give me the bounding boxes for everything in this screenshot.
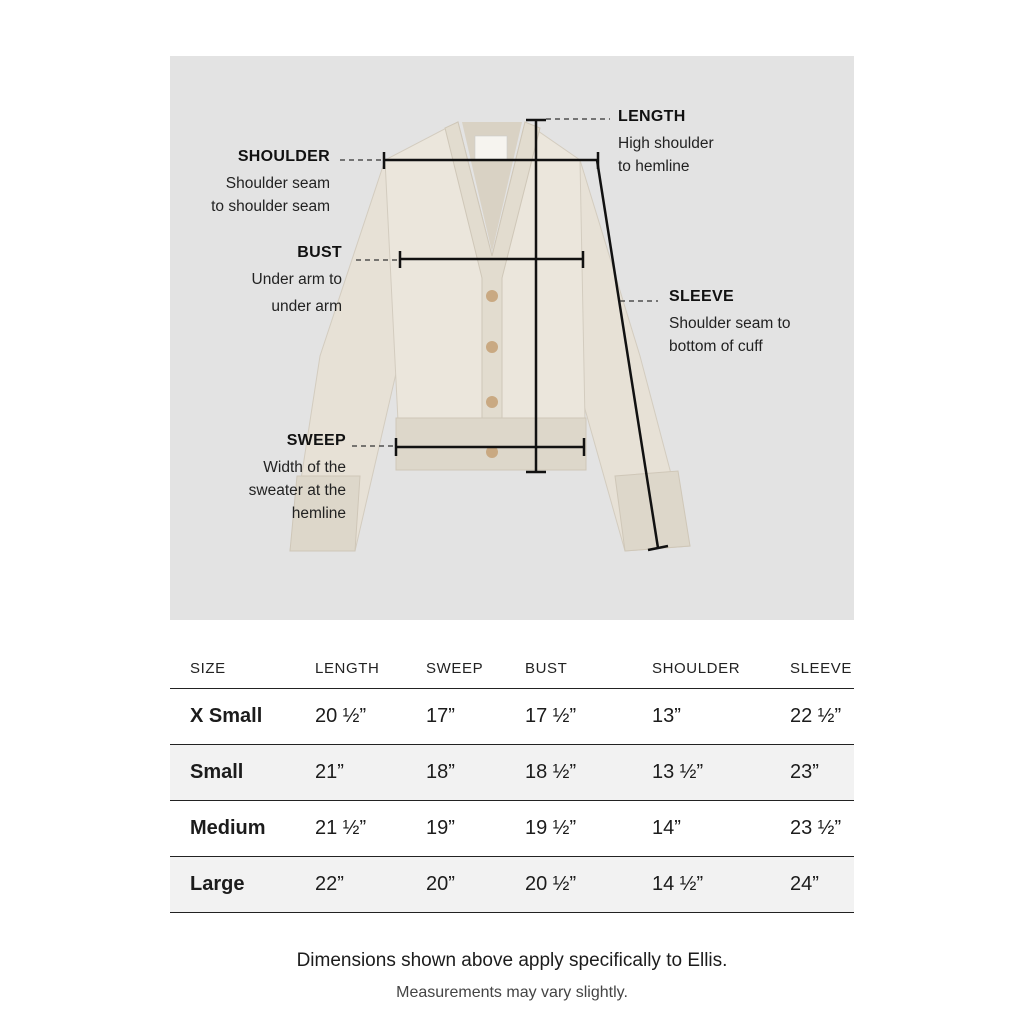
table-cell: 17 ½” bbox=[525, 689, 652, 745]
footnote-secondary: Measurements may vary slightly. bbox=[396, 984, 628, 1001]
length-callout bbox=[618, 108, 714, 178]
col-header: SWEEP bbox=[426, 648, 525, 689]
shoulder-title: SHOULDER bbox=[237, 148, 330, 165]
col-header: BUST bbox=[525, 648, 652, 689]
table-cell: 13 ½” bbox=[652, 745, 790, 801]
table-cell: 20 ½” bbox=[315, 689, 426, 745]
shoulder-desc: to shoulder seam bbox=[211, 198, 330, 215]
size-cell: Medium bbox=[190, 801, 315, 857]
size-cell: Small bbox=[190, 745, 315, 801]
sweep-desc: Width of the bbox=[263, 459, 346, 476]
table-cell: 20 ½” bbox=[525, 857, 652, 913]
bust-desc: under arm bbox=[271, 298, 342, 315]
sweep-desc: hemline bbox=[291, 505, 346, 522]
table-header-row bbox=[170, 648, 854, 689]
table-cell: 19” bbox=[426, 801, 525, 857]
neck-label bbox=[475, 136, 507, 160]
col-header: SHOULDER bbox=[652, 648, 790, 689]
table-cell: 24” bbox=[790, 857, 854, 913]
table-cell: 19 ½” bbox=[525, 801, 652, 857]
table-cell: 22 ½” bbox=[790, 689, 854, 745]
table-cell: 18 ½” bbox=[525, 745, 652, 801]
sweep-callout bbox=[249, 432, 346, 525]
table-cell: 13” bbox=[652, 689, 790, 745]
table-cell: 18” bbox=[426, 745, 525, 801]
bust-callout bbox=[252, 244, 342, 318]
table-row bbox=[170, 745, 854, 801]
button bbox=[486, 396, 498, 408]
col-header: LENGTH bbox=[315, 648, 426, 689]
sleeve-callout bbox=[669, 288, 791, 358]
button bbox=[486, 341, 498, 353]
table-cell: 14 ½” bbox=[652, 857, 790, 913]
table-cell: 22” bbox=[315, 857, 426, 913]
length-title: LENGTH bbox=[618, 108, 686, 125]
footnote-primary: Dimensions shown above apply specifically to Ellis. bbox=[296, 950, 728, 971]
length-desc: High shoulder bbox=[618, 135, 714, 152]
bust-desc: Under arm to bbox=[251, 271, 342, 288]
shoulder-callout bbox=[211, 148, 330, 218]
table-cell: 17” bbox=[426, 689, 525, 745]
button bbox=[486, 290, 498, 302]
bust-title: BUST bbox=[297, 244, 342, 261]
table-cell: 23” bbox=[790, 745, 854, 801]
sleeve-desc: bottom of cuff bbox=[669, 338, 763, 355]
size-cell: X Small bbox=[190, 689, 315, 745]
hem-rib bbox=[396, 418, 586, 470]
table-row bbox=[170, 801, 854, 857]
size-chart-table bbox=[170, 648, 854, 913]
table-cell: 14” bbox=[652, 801, 790, 857]
measurement-diagram bbox=[170, 56, 854, 620]
shoulder-desc: Shoulder seam bbox=[225, 175, 330, 192]
table-row bbox=[170, 857, 854, 913]
table-cell: 21” bbox=[315, 745, 426, 801]
sleeve-desc: Shoulder seam to bbox=[669, 315, 791, 332]
sweep-title: SWEEP bbox=[286, 432, 346, 449]
cardigan-image bbox=[290, 122, 690, 551]
table-row bbox=[170, 689, 854, 745]
sweep-desc: sweater at the bbox=[248, 482, 346, 499]
table-cell: 21 ½” bbox=[315, 801, 426, 857]
size-cell: Large bbox=[190, 857, 315, 913]
col-header: SLEEVE bbox=[790, 648, 854, 689]
length-desc: to hemline bbox=[618, 158, 690, 175]
sleeve-title: SLEEVE bbox=[669, 288, 734, 305]
col-header: SIZE bbox=[190, 648, 315, 689]
table-cell: 23 ½” bbox=[790, 801, 854, 857]
table-cell: 20” bbox=[426, 857, 525, 913]
